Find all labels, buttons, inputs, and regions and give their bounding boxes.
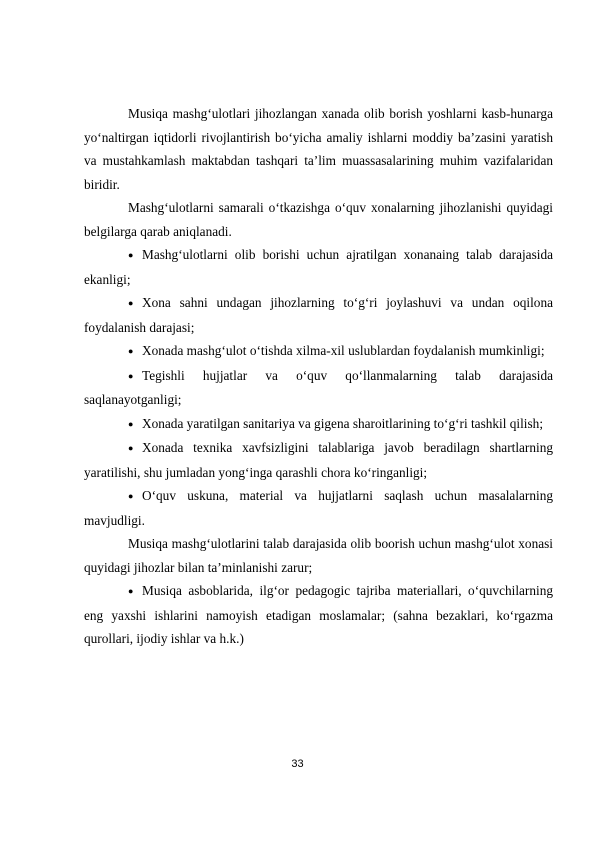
criteria-intro-paragraph: Mashg‘ulotlarni samarali o‘tkazishga o‘quv xonalarning jihozlanishi quyidagi belgilarga qarab aniqlanadi. <box>84 200 553 239</box>
bullet-icon: ● <box>128 250 134 260</box>
list-item-text: Xonada mashg‘ulot o‘tishda xilma-xil uslublardan foydalanish mumkinligi; <box>142 343 545 358</box>
list-item <box>84 412 553 437</box>
document-body <box>84 102 553 651</box>
list-item-text: Xona sahni undagan jihozlarning to‘g‘ri joylashuvi va undan oqilona foydalanish darajasi; <box>84 295 553 335</box>
list-item <box>84 579 553 651</box>
list-item-text: O‘quv uskuna, material va hujjatlarni saqlash uchun masalalarning mavjudligi. <box>84 488 553 528</box>
bullet-icon: ● <box>128 586 134 596</box>
bullet-icon: ● <box>128 370 134 381</box>
page-number: 33 <box>291 758 304 770</box>
list-item-text: Xonada texnika xavfsizligini talablariga javob beradilagn shartlarning yaratilishi, shu jumladan yong‘inga qarashli chora ko‘ringanligi; <box>84 440 553 480</box>
list-item <box>84 339 553 364</box>
intro-paragraph: Musiqa mashg‘ulotlari jihozlangan xanada olib borish yoshlarni kasb-hunarga yo‘naltirgan iqtidorli rivojlantirish bo‘yicha amaliy ishlarni moddiy ba’zasini yaratish va mustahkamlash maktabdan tashqari ta’lim muassasalarining muhim vazifalaridan biridir. <box>84 106 553 192</box>
list-item <box>84 291 553 339</box>
bullet-icon: ● <box>128 491 134 501</box>
list-item-text: Tegishli hujjatlar va o‘quv qo‘llanmalarning talab darajasida saqlanayotganligi; <box>84 367 553 407</box>
equipment-list <box>84 579 553 651</box>
list-item-text: Xonada yaratilgan sanitariya va gigena sharoitlarining to‘g‘ri tashkil qilish; <box>142 415 544 431</box>
bullet-icon: ● <box>128 443 134 453</box>
list-item <box>84 436 553 484</box>
list-item-text: Mashg‘ulotlarni olib borishi uchun ajratilgan xonanaing talab darajasida ekanligi; <box>84 247 553 287</box>
bullet-icon: ● <box>128 298 134 308</box>
criteria-list <box>84 243 553 532</box>
bullet-icon: ● <box>128 418 134 429</box>
list-item <box>84 364 553 412</box>
list-item <box>84 243 553 291</box>
list-item-text: Musiqa asboblarida, ilg‘or pedagogic tajriba materiallari, o‘quvchilarning eng yaxshi ishlarini namoyish etadigan moslamalar; (sahna bezaklari, ko‘rgazma qurollari, ijodiy ishlar va h.k.) <box>84 583 553 646</box>
list-item <box>84 484 553 532</box>
equipment-intro-paragraph: Musiqa mashg‘ulotlarini talab darajasida olib boorish uchun mashg‘ulot xonasi quyidagi jihozlar bilan ta’minlanishi zarur; <box>84 536 553 575</box>
bullet-icon: ● <box>128 346 134 356</box>
